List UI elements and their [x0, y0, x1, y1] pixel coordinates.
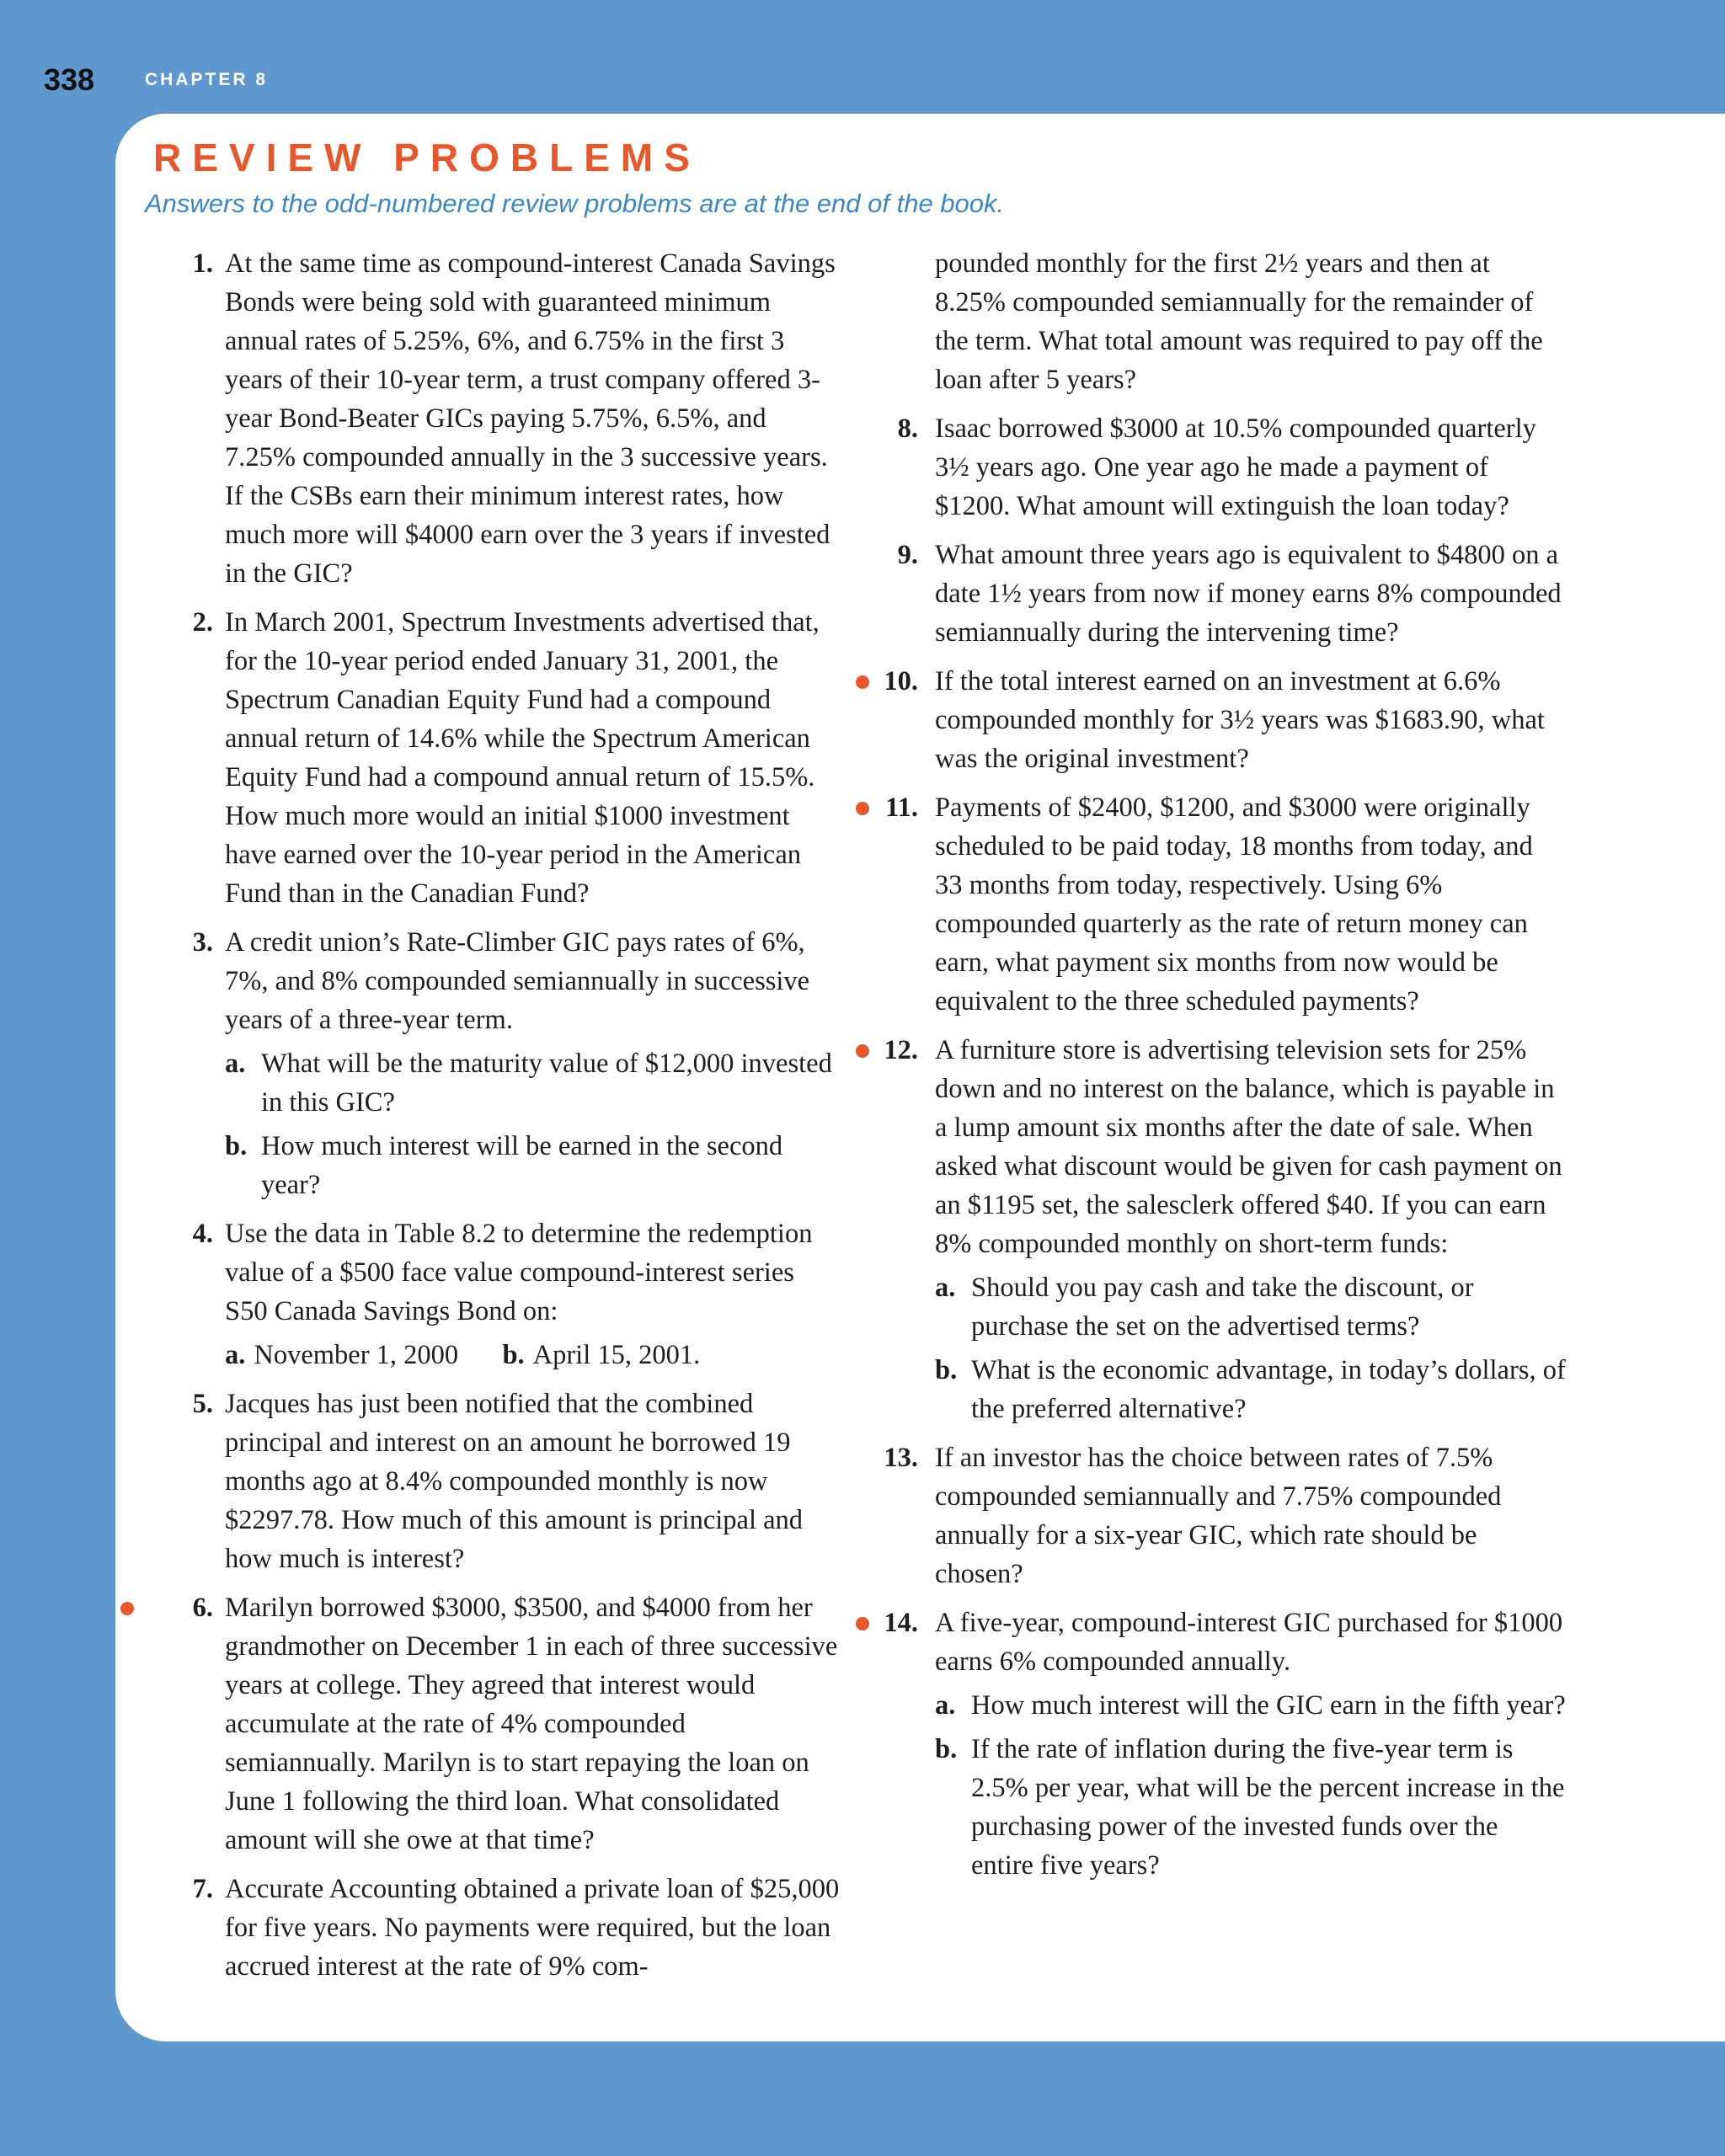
problem-text: If the total interest earned on an investment at 6.6% compounded monthly for 3½ years was $1683.90, what was the original investment?	[935, 666, 1545, 774]
problem-4	[147, 1214, 842, 1374]
problem-text: If an investor has the choice between rates of 7.5% compounded semiannually and 7.75% compounded annually for a six-year GIC, which rate should be chosen?	[935, 1443, 1502, 1589]
problem-number: 5.	[192, 1389, 213, 1419]
problem-3	[147, 923, 842, 1204]
part-text: April 15, 2001.	[532, 1340, 701, 1370]
part-label: b.	[225, 1131, 248, 1161]
right-column	[851, 244, 1567, 1895]
problem-text: What amount three years ago is equivalent to $4800 on a date 1½ years from now if money earns 8% compounded semiannually during the intervening time?	[935, 540, 1562, 648]
problem-number: 2.	[192, 607, 213, 638]
part-label: a.	[225, 1340, 246, 1370]
problem-text: Isaac borrowed $3000 at 10.5% compounded quarterly 3½ years ago. One year ago he made a payment of $1200. What amount will extinguish the loan today?	[935, 414, 1536, 521]
problem-10	[851, 662, 1567, 778]
difficulty-bullet-icon	[120, 1602, 134, 1615]
problem-text: Use the data in Table 8.2 to determine the redemption value of a $500 face value compound-interest series S50 Canada Savings Bond on:	[225, 1219, 813, 1326]
part-label: b.	[935, 1355, 958, 1385]
part-text: How much interest will the GIC earn in the fifth year?	[971, 1690, 1566, 1721]
section-subtitle: Answers to the odd-numbered review problems are at the end of the book.	[145, 189, 1005, 218]
problem-number: 6.	[192, 1593, 213, 1623]
problem-number: 1.	[192, 248, 213, 279]
part-label: b.	[502, 1340, 525, 1370]
problem-6	[147, 1588, 842, 1860]
problem-part-b	[935, 1730, 1567, 1885]
problem-7	[147, 1870, 842, 1986]
problem-13	[851, 1438, 1567, 1593]
problem-number: 13.	[884, 1443, 918, 1473]
problem-text: A five-year, compound-interest GIC purchased for $1000 earns 6% compounded annually.	[935, 1608, 1563, 1677]
problem-text: At the same time as compound-interest Canada Savings Bonds were being sold with guaranteed minimum annual rates of 5.25%, 6%, and 6.75% in the first 3 years of their 10-year term, a trust company offered 3-year Bond-Beater GICs paying 5.75%, 6.5%, and 7.25% compounded annually in the 3 successive years. If the CSBs earn their minimum interest rates, how much more will $4000 earn over the 3 years if invested in the GIC?	[225, 248, 836, 589]
problem-5	[147, 1385, 842, 1578]
problem-number: 4.	[192, 1219, 213, 1249]
problem-number: 14.	[884, 1608, 918, 1638]
problem-number: 7.	[192, 1874, 213, 1904]
problem-number: 3.	[192, 927, 213, 958]
problem-number: 10.	[884, 666, 918, 696]
part-label: b.	[935, 1734, 958, 1764]
section-title: REVIEW PROBLEMS	[153, 136, 701, 179]
chapter-label: CHAPTER 8	[145, 70, 269, 89]
problem-text: A furniture store is advertising television sets for 25% down and no interest on the balance, which is payable in a lump amount six months after the date of sale. When asked what discount would be given for cash payment on an $1195 set, the salesclerk offered $40. If you can earn 8% compounded monthly on short-term funds:	[935, 1035, 1562, 1259]
part-label: a.	[935, 1690, 956, 1721]
problem-9	[851, 536, 1567, 652]
problem-text: Marilyn borrowed $3000, $3500, and $4000 from her grandmother on December 1 in each of three successive years at college. They agreed that interest would accumulate at the rate of 4% compounded semiannually. Marilyn is to start repaying the loan on June 1 following the third loan. What consolidated amount will she owe at that time?	[225, 1593, 838, 1855]
problem-number: 12.	[884, 1035, 918, 1065]
problem-text: Jacques has just been notified that the combined principal and interest on an amount he borrowed 19 months ago at 8.4% compounded monthly is now $2297.78. How much of this amount is principal and how much is interest?	[225, 1389, 804, 1574]
problem-14	[851, 1604, 1567, 1885]
problem-11	[851, 788, 1567, 1021]
page-number: 338	[44, 62, 95, 97]
problem-text: Accurate Accounting obtained a private loan of $25,000 for five years. No payments were required, but the loan accrued interest at the rate of 9% com-	[225, 1874, 840, 1982]
left-column	[147, 244, 842, 1996]
part-text: If the rate of inflation during the five-year term is 2.5% per year, what will be the percent increase in the purchasing power of the invested funds over the entire five years?	[971, 1734, 1565, 1881]
part-text: What is the economic advantage, in today’s dollars, of the preferred alternative?	[971, 1355, 1566, 1424]
part-label: a.	[935, 1273, 956, 1303]
problem-part-a	[225, 1044, 842, 1122]
problem-part-b	[935, 1351, 1567, 1428]
problem-parts	[225, 1336, 842, 1374]
part-label: a.	[225, 1049, 246, 1079]
problem-part-b	[225, 1127, 842, 1204]
problem-number: 11.	[885, 792, 918, 823]
problem-text: Payments of $2400, $1200, and $3000 were originally scheduled to be paid today, 18 months from today, and 33 months from today, respectively. Using 6% compounded quarterly as the rate of return money can earn, what payment six months from now would be equivalent to the three scheduled payments?	[935, 792, 1533, 1017]
problem-2	[147, 603, 842, 913]
part-text: What will be the maturity value of $12,000 invested in this GIC?	[261, 1049, 832, 1118]
problem-number: 8.	[897, 414, 918, 444]
problem-part-a	[935, 1686, 1567, 1725]
problem-number: 9.	[897, 540, 918, 570]
part-text: Should you pay cash and take the discount, or purchase the set on the advertised terms?	[971, 1273, 1474, 1342]
problem-12	[851, 1031, 1567, 1428]
problem-part-a	[935, 1268, 1567, 1346]
part-text: How much interest will be earned in the second year?	[261, 1131, 783, 1200]
problem-7-continued: pounded monthly for the first 2½ years and then at 8.25% compounded semiannually for the remainder of the term. What total amount was required to pay off the loan after 5 years?	[935, 248, 1543, 395]
part-text: November 1, 2000	[254, 1340, 459, 1370]
problem-text: In March 2001, Spectrum Investments advertised that, for the 10-year period ended January 31, 2001, the Spectrum Canadian Equity Fund had a compound annual return of 14.6% while the Spectrum American Equity Fund had a compound annual return of 15.5%. How much more would an initial $1000 investment have earned over the 10-year period in the American Fund than in the Canadian Fund?	[225, 607, 820, 909]
problem-text: A credit union’s Rate-Climber GIC pays rates of 6%, 7%, and 8% compounded semiannually in successive years of a three-year term.	[225, 927, 810, 1035]
problem-1	[147, 244, 842, 593]
problem-8	[851, 409, 1567, 526]
